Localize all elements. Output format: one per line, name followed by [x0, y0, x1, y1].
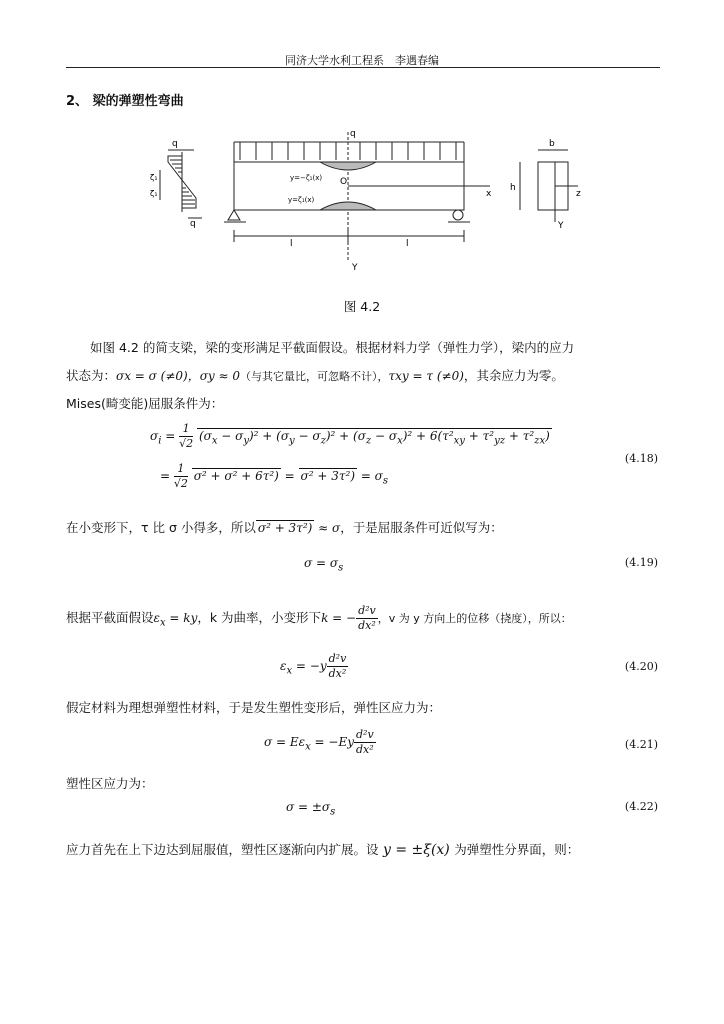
paragraph-1: 如图 4.2 的简支梁，梁的变形满足平截面假设。根据材料力学（弹性力学），梁内的应力 — [90, 340, 575, 355]
equation-number-418: (4.18) — [624, 452, 658, 465]
equation-418-line1: $\sigma_i$ = $\frac{1}{√2}$ $(\sigma_x - \sigma_y)^2 + (\sigma_y - \sigma_z)^2 + (\sigma_z - \sigma_x)^2 + 6(\tau^2_{xy} + \tau^2_{yz} + \tau^2_{zx})$ — [150, 422, 550, 450]
page-header: 同济大学水利工程系 李遇春编 — [285, 54, 439, 67]
paragraph-4: 在小变形下，τ 比 σ 小得多，所以 σ² + 3τ²) ≈ σ，于是屈服条件可近似写为： — [66, 520, 503, 535]
figure-beam — [150, 122, 600, 282]
section-title: 2、 梁的弹塑性弯曲 — [66, 94, 184, 109]
x-axis-label: x — [486, 189, 492, 199]
span-left-label: l — [290, 239, 293, 249]
equation-number-421: (4.21) — [624, 738, 658, 751]
paragraph-7: 塑性区应力为： — [66, 776, 154, 791]
header-rule — [66, 67, 660, 68]
paragraph-8: 应力首先在上下边达到屈服值，塑性区逐渐向内扩展。设 y = ±ξ(x) 为弹塑性分界面，则： — [66, 842, 580, 858]
z-label: z — [576, 189, 581, 199]
qb-label: q — [190, 219, 196, 229]
origin-label: O — [340, 177, 348, 187]
equation-number-420: (4.20) — [624, 660, 658, 673]
equation-422: $\sigma = \pm\sigma_s$ — [286, 800, 336, 818]
lower-boundary-label: y=ζ₁(x) — [288, 196, 315, 204]
upper-boundary-label: y=−ζ₁(x) — [290, 174, 323, 182]
plastic-zone-bottom — [320, 202, 376, 210]
roller-support — [453, 210, 463, 220]
b-label: b — [549, 139, 555, 149]
span-right-label: l — [406, 239, 409, 249]
cross-section — [520, 150, 578, 222]
equation-420: $\varepsilon_x = -y$ $\frac{\text{d²v}}{\text{dx²}}$ — [280, 652, 347, 680]
qa-label: q — [172, 139, 178, 149]
paragraph-6: 假定材料为理想弹塑性材料，于是发生塑性变形后，弹性区应力为： — [66, 700, 442, 715]
stress-diagram — [160, 150, 202, 218]
paragraph-2: 状态为：σx = σ (≠0)，σy ≈ 0（与其它量比，可忽略不计），τxy = τ (≠0)，其余应力为零。 — [66, 368, 564, 383]
paragraph-5: 根据平截面假设$\varepsilon_x$ = ky，k 为曲率，小变形下k = − $\frac{\text{d²v}}{\text{dx²}}$ ，v 为 y 方向上的位移（挠度），所以： — [66, 604, 572, 632]
plastic-zone-top — [320, 162, 376, 170]
h-label: h — [510, 183, 516, 193]
equation-number-422: (4.22) — [624, 800, 658, 813]
equation-number-419: (4.19) — [624, 556, 658, 569]
equation-421: $\sigma = E\varepsilon_x = -Ey$ $\frac{\text{d²v}}{\text{dx²}}$ — [264, 728, 374, 756]
pin-support — [228, 210, 240, 220]
paragraph-3: Mises(畸变能)屈服条件为： — [66, 396, 224, 411]
zeta1-label: ζ₁ — [150, 173, 158, 182]
q-label: q — [350, 129, 356, 139]
y-axis-label: Y — [352, 263, 358, 273]
equation-419: $\sigma = \sigma_s$ — [304, 556, 344, 574]
figure-caption: 图 4.2 — [343, 299, 381, 314]
section-y-label: Y — [558, 221, 564, 231]
equation-418-line2: = $\frac{1}{√2}$ $\sigma^2 + \sigma^2 + 6\tau^2) = \sigma^2 + 3\tau^2) = \sigma_s$ — [160, 462, 389, 490]
zeta2-label: ζ₁ — [150, 189, 158, 198]
